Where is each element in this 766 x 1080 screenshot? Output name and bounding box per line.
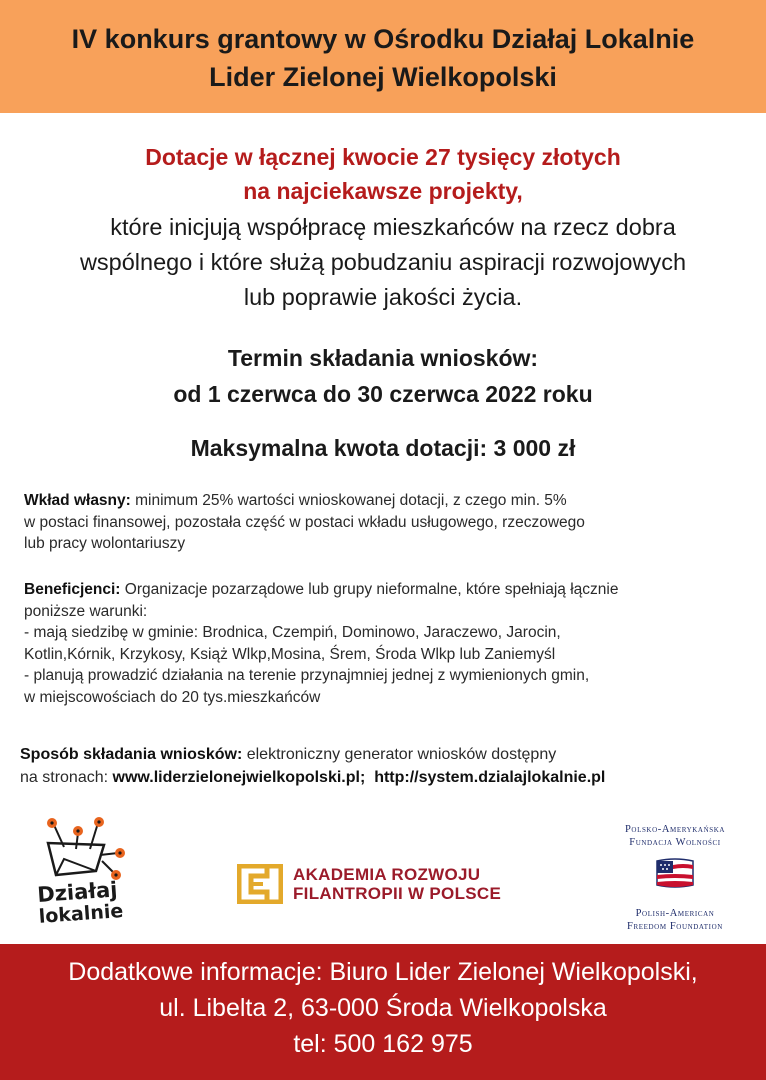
header-title-line1: IV konkurs grantowy w Ośrodku Działaj Lokalnie [71,24,695,54]
beneficiaries-line3: - mają siedzibę w gminie: Brodnica, Czempiń, Dominowo, Jaraczewo, Jarocin, [24,624,561,641]
intro-highlight-line1: Dotacje w łącznej kwocie 27 tysięcy złotych [145,144,621,170]
akademia-rozwoju-logo [237,860,537,910]
own-contribution-label: Wkład własny: [24,492,131,509]
pafw-pl-line1: Polsko-Amerykańska [624,824,726,835]
beneficiaries-paragraph [24,579,744,708]
beneficiaries-line5: - planują prowadzić działania na terenie przynajmniej jednej z wymienionych gmin, [24,667,590,684]
intro-body-line1: które inicjują współpracę mieszkańców na rzecz dobra [110,214,676,240]
submission-prefix: na stronach: [20,769,113,786]
footer-phone: tel: 500 162 975 [293,1030,473,1058]
submission-line1: elektroniczny generator wniosków dostępny [242,746,557,763]
flag-emblem-icon [653,857,697,891]
own-contribution-line1: minimum 25% wartości wnioskowanej dotacji, z czego min. 5% [130,492,567,509]
own-contribution-line3: lub pracy wolontariuszy [24,535,186,552]
submission-link-liderzielonej[interactable]: www.liderzielonejwielkopolski.pl; [112,769,366,786]
submission-paragraph [20,743,740,789]
flowers-basket-icon [34,815,134,885]
deadline-line2: od 1 czerwca do 30 czerwca 2022 roku [173,381,593,407]
intro-section [0,140,766,315]
pafw-polish-name [600,823,750,849]
lokalnie-word: lokalnie [38,900,124,928]
max-amount: Maksymalna kwota dotacji: 3 000 zł [190,435,576,461]
deadline-section [0,340,766,412]
pafw-en-line1: Polish-American [635,908,715,919]
intro-body-line3: lub poprawie jakości życia. [243,284,523,310]
own-contribution-paragraph [24,490,744,555]
pafw-logo [600,823,750,943]
partner-logos [0,815,766,945]
intro-highlight-line2: na najciekawsze projekty, [243,178,523,204]
pafw-en-line2: Freedom Foundation [627,921,723,932]
intro-body [0,210,766,315]
dzialaj-lokalnie-logo [34,815,134,935]
submission-label: Sposób składania wniosków: [20,746,243,763]
akademia-wordmark [293,865,501,903]
beneficiaries-line2: poniższe warunki: [24,602,148,620]
akademia-line2: FILANTROPII W POLSCE [293,884,502,903]
header-title-line2: Lider Zielonej Wielkopolski [209,62,557,92]
footer-contact [0,944,766,1080]
akademia-line1: AKADEMIA ROZWOJU [293,865,481,884]
pafw-english-name [600,907,750,933]
beneficiaries-line4: Kotlin,Kórnik, Krzykosy, Książ Wlkp,Mosina, Śrem, Środa Wlkp lub Zaniemyśl [24,645,556,663]
own-contribution-line2: w postaci finansowej, pozostała część w postaci wkładu usługowego, rzeczowego [24,513,585,531]
intro-body-line2: wspólnego i które służą pobudzaniu aspiracji rozwojowych [79,249,687,275]
deadline-line1: Termin składania wniosków: [227,345,539,371]
dzialaj-lokalnie-wordmark [37,878,124,928]
footer-address: ul. Libelta 2, 63-000 Środa Wielkopolska [159,994,607,1022]
footer-line1: Dodatkowe informacje: Biuro Lider Zielonej Wielkopolski, [68,958,698,986]
submission-link-dzialajlokalnie[interactable]: http://system.dzialajlokalnie.pl [374,769,606,786]
beneficiaries-label: Beneficjenci: [24,581,121,598]
akademia-emblem-icon [237,864,283,904]
header-banner [0,0,766,113]
beneficiaries-line1: Organizacje pozarządowe lub grupy nieformalne, które spełniają łącznie [120,581,619,598]
beneficiaries-line6: w miejscowościach do 20 tys.mieszkańców [24,688,321,706]
dzialaj-word: Działaj [36,877,119,907]
pafw-pl-line2: Fundacja Wolności [629,837,721,848]
